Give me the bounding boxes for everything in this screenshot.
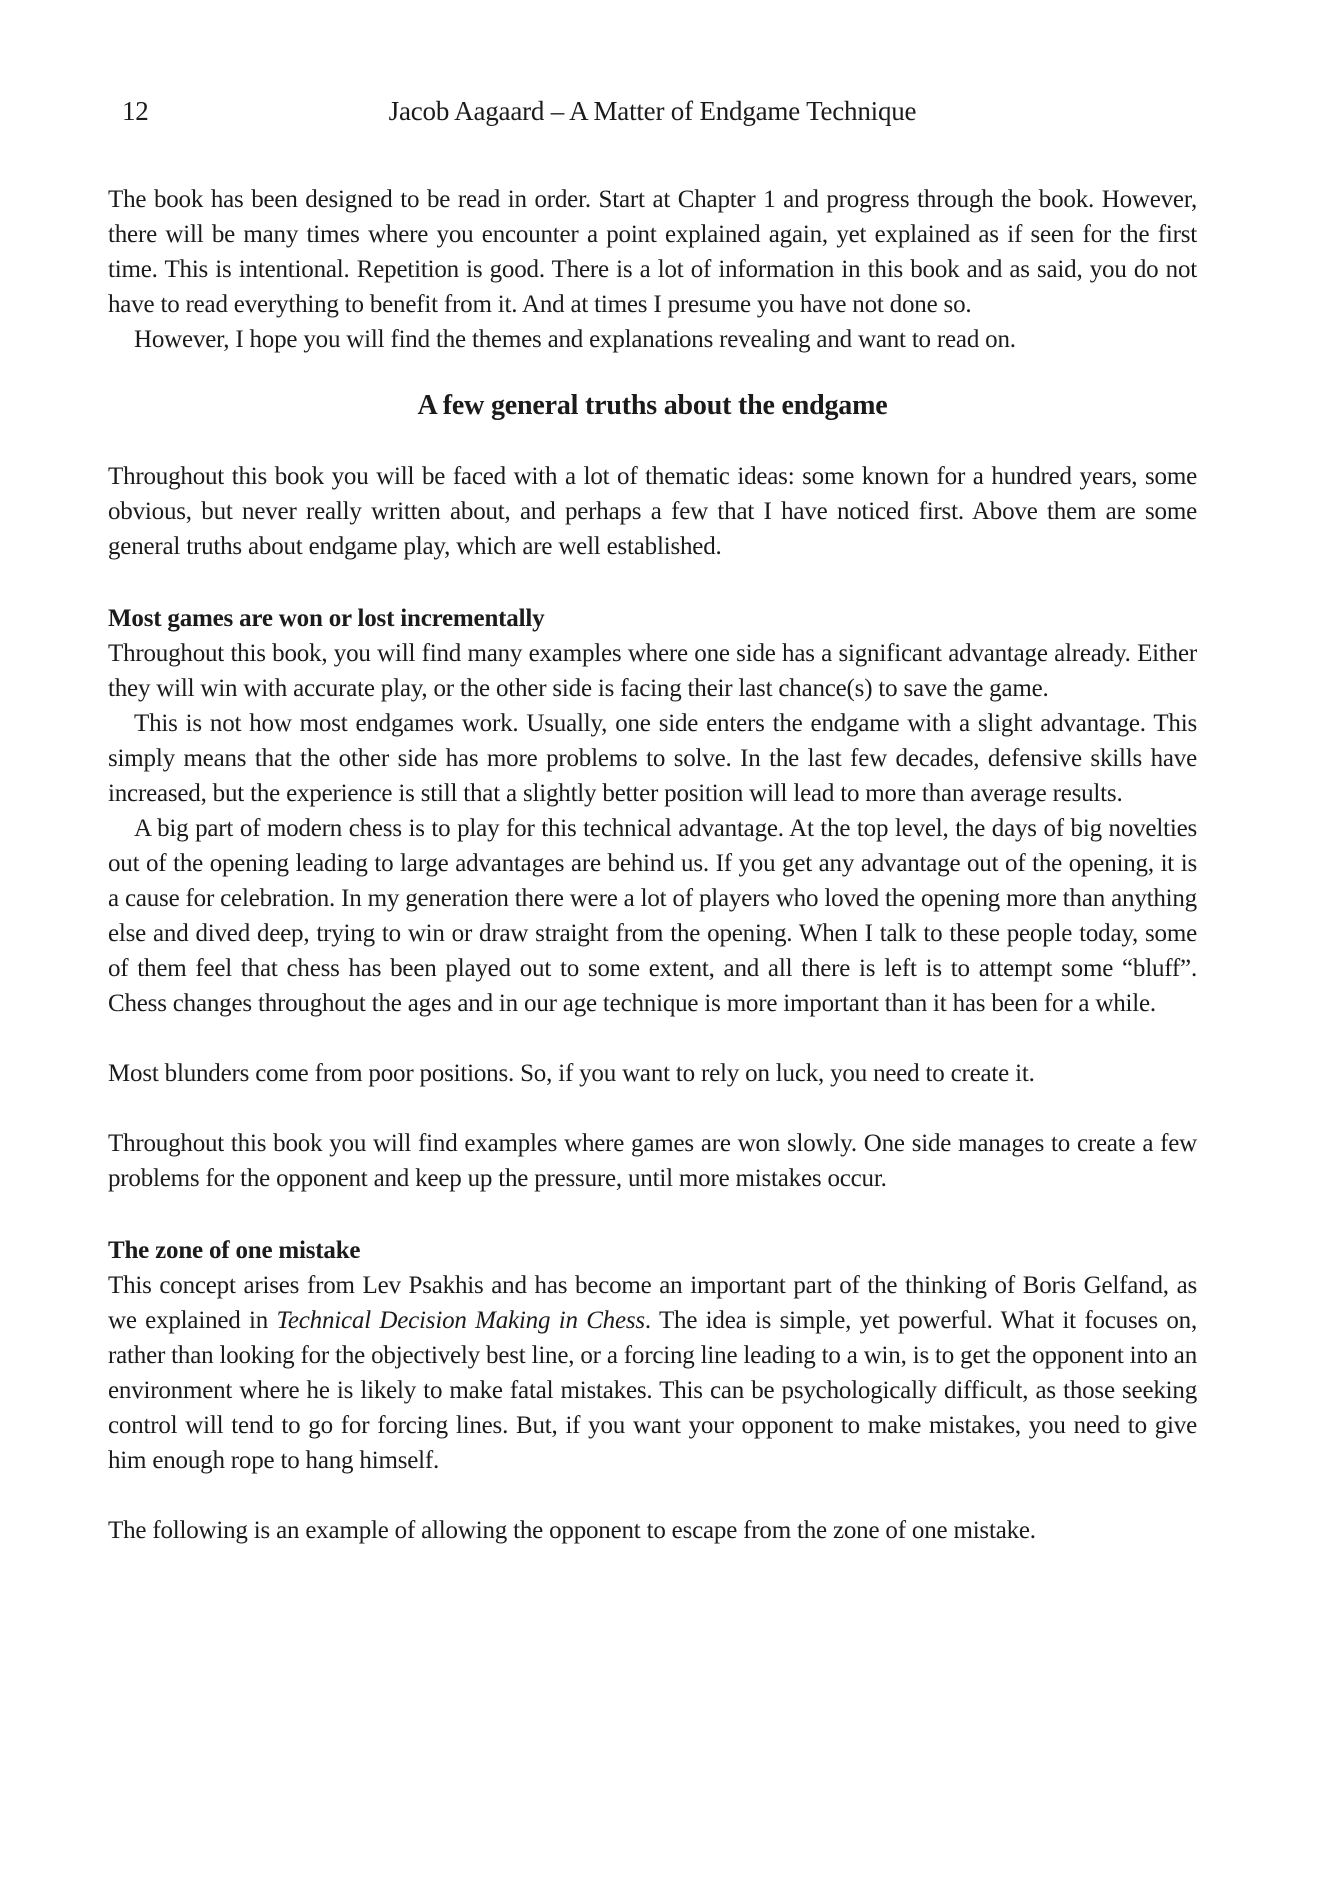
paragraph-text: This concept arises from Lev Psakhis and has become an important part of the thinking of Boris Gelfand, as we explained in bbox=[108, 1272, 1197, 1334]
paragraph: The book has been designed to be read in order. Start at Chapter 1 and progress through the book. However, there will be many times where you encounter a point explained again, yet explained as if seen for the first time. This is intentional. Repetition is good. There is a lot of information in this book and as said, you do not have to read everything to benefit from it. And at times I presume you have not done so. bbox=[108, 186, 1197, 318]
paragraph: Throughout this book, you will find many examples where one side has a significant advantage already. Either they will win with accurate play, or the other side is facing their last chance(s) to save the game. bbox=[108, 640, 1197, 702]
page-body bbox=[108, 182, 1197, 1548]
page-header bbox=[108, 96, 1197, 126]
paragraph bbox=[108, 1268, 1197, 1478]
section-heading: A few general truths about the endgame bbox=[417, 390, 888, 421]
sub-heading: The zone of one mistake bbox=[108, 1237, 361, 1264]
page-number: 12 bbox=[122, 96, 149, 126]
book-title-italic: Technical Decision Making in Chess bbox=[276, 1307, 645, 1334]
paragraph: Most blunders come from poor positions. So, if you want to rely on luck, you need to create it. bbox=[108, 1060, 1035, 1087]
paragraph: The following is an example of allowing the opponent to escape from the zone of one mistake. bbox=[108, 1517, 1036, 1544]
paragraph: This is not how most endgames work. Usually, one side enters the endgame with a slight advantage. This simply means that the other side has more problems to solve. In the last few decades, defensive skills have increased, but the experience is still that a slightly better position will lead to more than average results. bbox=[108, 710, 1197, 807]
paragraph: Throughout this book you will find examples where games are won slowly. One side manages to create a few problems for the opponent and keep up the pressure, until more mistakes occur. bbox=[108, 1130, 1197, 1192]
sub-heading: Most games are won or lost incrementally bbox=[108, 605, 545, 632]
paragraph: Throughout this book you will be faced with a lot of thematic ideas: some known for a hundred years, some obvious, but never really written about, and perhaps a few that I have noticed first. Above them are some general truths about endgame play, which are well established. bbox=[108, 463, 1197, 560]
paragraph: However, I hope you will find the themes and explanations revealing and want to read on. bbox=[134, 326, 1016, 353]
paragraph-text: . The idea is simple, yet powerful. What it focuses on, rather than looking for the objectively best line, or a forcing line leading to a win, is to get the opponent into an environment where he is likely to make fatal mistakes. This can be psychologically difficult, as those seeking control will tend to go for forcing lines. But, if you want your opponent to make mistakes, you need to give him enough rope to hang himself. bbox=[108, 1307, 1197, 1474]
paragraph: A big part of modern chess is to play for this technical advantage. At the top level, the days of big novelties out of the opening leading to large advantages are behind us. If you get any advantage out of the opening, it is a cause for celebration. In my generation there were a lot of players who loved the opening more than anything else and dived deep, trying to win or draw straight from the opening. When I talk to these people today, some of them feel that chess has been played out to some extent, and all there is left is to attempt some “bluff”. Chess changes throughout the ages and in our age technique is more important than it has been for a while. bbox=[108, 815, 1197, 1017]
running-header-title: Jacob Aagaard – A Matter of Endgame Technique bbox=[388, 96, 917, 126]
